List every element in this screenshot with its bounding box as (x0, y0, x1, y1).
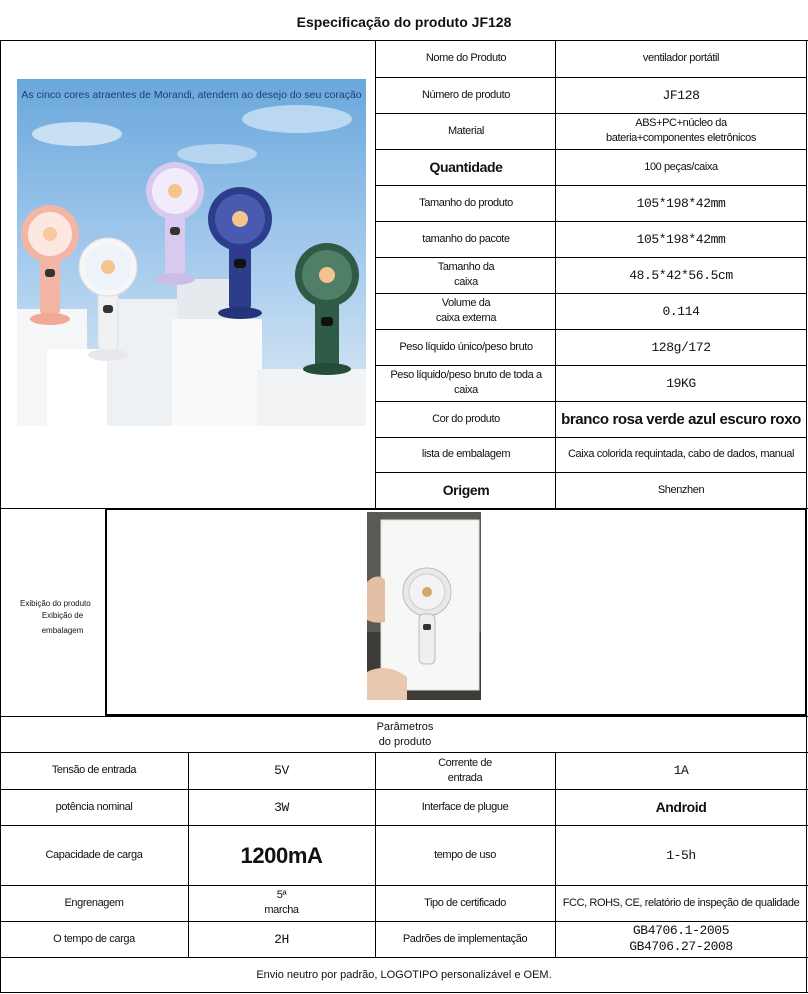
spec-label: Tamanho do produto (419, 196, 513, 209)
spec-value: branco rosa verde azul escuro roxo (561, 410, 801, 428)
spec-value: 48.5*42*56.5cm (629, 267, 733, 283)
spec-label: Quantidade (429, 158, 503, 175)
page-title: Especificação do produto JF128 (296, 13, 512, 30)
spec-label: Peso líquido único/peso bruto (399, 340, 533, 353)
spec-label: Nome do Produto (425, 52, 507, 64)
param-label: Padrões de implementação (402, 932, 528, 945)
standard-line: GB4706.27-2008 (629, 939, 733, 954)
green-fan-icon (295, 243, 359, 375)
param-value (557, 921, 805, 957)
product-display-label: Exibição do produto (20, 598, 91, 608)
pink-fan-icon (21, 205, 79, 325)
param-value: 1A (673, 763, 689, 778)
spec-value: Caixa colorida requintada, cabo de dados, manual (567, 448, 795, 460)
param-label: Corrente de entrada (438, 756, 492, 784)
spec-value: 100 peças/caixa (644, 160, 718, 173)
purple-fan-icon (146, 162, 204, 285)
param-label: potência nominal (55, 800, 133, 813)
footer-note: Envio neutro por padrão, LOGOTIPO personalizável e OEM. (256, 968, 552, 981)
hero-caption: As cinco cores atraentes de Morandi, atendem ao desejo do seu coração (21, 88, 362, 101)
param-value: 1200mA (240, 842, 323, 868)
param-value: 5V (274, 763, 289, 778)
param-value: 3W (274, 799, 289, 815)
spec-label: lista de embalagem (421, 448, 511, 460)
spec-label: Tamanho da caixa (437, 261, 495, 288)
param-value: 5ª marcha (264, 889, 299, 916)
param-label: Interface de plugue (421, 800, 509, 813)
parameters-header: Parâmetros do produto (376, 721, 434, 748)
param-value: 1-5h (666, 847, 696, 863)
param-value: FCC, ROHS, CE, relatório de inspeção de qualidade (562, 896, 800, 909)
spec-value: 105*198*42mm (636, 231, 726, 247)
param-label: Engrenagem (64, 896, 124, 909)
spec-label: Material (448, 124, 484, 137)
param-label: tempo de uso (434, 848, 496, 861)
packaging-photo (367, 512, 481, 700)
spec-label: Peso líquido/peso bruto de toda a caixa (390, 369, 542, 396)
param-label: Tensão de entrada (51, 764, 137, 776)
spec-value: 128g/172 (651, 339, 711, 355)
param-label: Capacidade de carga (45, 848, 143, 861)
spec-value: ABS+PC+núcleo da bateria+componentes eletrônicos (606, 117, 756, 144)
standard-line: GB4706.1-2005 (632, 923, 730, 938)
spec-value: 19KG (666, 375, 696, 391)
param-value: Android (655, 798, 707, 815)
spec-label: tamanho do pacote (422, 232, 510, 245)
spec-value: 105*198*42mm (636, 195, 726, 211)
spec-label: Volume da caixa externa (435, 297, 497, 324)
packaging-display-label: Exibição de embalagem (41, 611, 84, 635)
param-label: O tempo de carga (53, 932, 135, 945)
spec-value: ventilador portátil (642, 52, 720, 64)
spec-value: JF128 (662, 87, 700, 103)
spec-label: Cor do produto (432, 412, 500, 425)
spec-value: Shenzhen (657, 483, 705, 496)
param-value: 2H (274, 931, 289, 947)
product-hero-image (17, 79, 366, 426)
spec-label: Número de produto (422, 88, 510, 101)
fan-lineup-illustration (17, 79, 366, 426)
param-label: Tipo de certificado (424, 896, 506, 909)
spec-label: Origem (442, 481, 490, 498)
spec-value: 0.114 (662, 303, 700, 319)
